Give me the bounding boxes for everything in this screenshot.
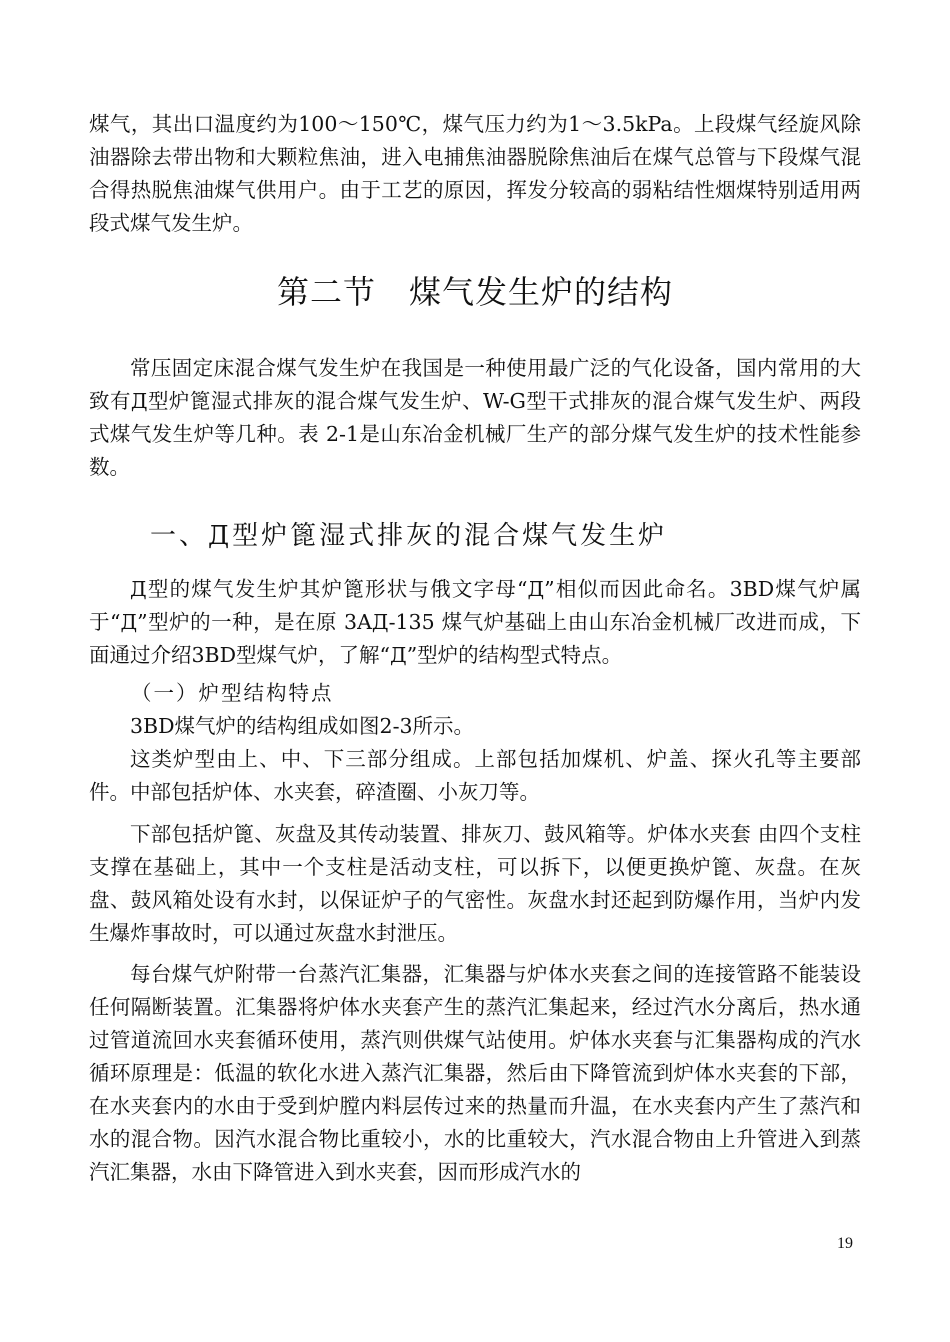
paragraph-intro: 常压固定床混合煤气发生炉在我国是一种使用最广泛的气化设备，国内常用的大致有Д型炉篦湿式排灰的混合煤气发生炉、W-G型干式排灰的混合煤气发生炉、两段式煤气发生炉等几种。表 2-1是山东冶金机械厂生产的部分煤气发生炉的技术性能参数。 [89,356,861,479]
paragraph-figure-ref: 3BD煤气炉的结构组成如图2-3所示。 [130,714,475,738]
sub-heading: （一）炉型结构特点 [131,681,334,705]
section-title: 第二节 煤气发生炉的结构 [276,273,673,311]
paragraph-steam-collector: 每台煤气炉附带一台蒸汽汇集器，汇集器与炉体水夹套之间的连接管路不能装设任何隔断装置。汇集器将炉体水夹套产生的蒸汽汇集起来，经过汽水分离后，热水通过管道流回水夹套循环使用，蒸汽则供煤气站使用。炉体水夹套与汇集器构成的汽水循环原理是：低温的软化水进入蒸汽汇集器，然后由下降管流到炉体水夹套的下部，在水夹套内的水由于受到炉膛内料层传过来的热量而升温，在水夹套内产生了蒸汽和水的混合物。因汽水混合物比重较小，水的比重较大，汽水混合物由上升管进入到蒸汽汇集器，水由下降管进入到水夹套，因而形成汽水的 [89,962,861,1184]
paragraph-lower-part: 下部包括炉篦、灰盘及其传动装置、排灰刀、鼓风箱等。炉体水夹套 由四个支柱支撑在基础上，其中一个支柱是活动支柱，可以拆下，以便更换炉篦、灰盘。在灰盘、鼓风箱处设有水封，以保证炉子的气密性。灰盘水封还起到防爆作用，当炉内发生爆炸事故时，可以通过灰盘水封泄压。 [89,822,861,945]
paragraph-naming: Д型的煤气发生炉其炉篦形状与俄文字母“Д”相似而因此命名。3BD煤气炉属于“Д”型炉的一种，是在原 3AД-135 煤气炉基础上由山东冶金机械厂改进而成，下面通过介绍3BD型煤气炉，了解“Д”型炉的结构型式特点。 [89,577,861,667]
paragraph-components: 这类炉型由上、中、下三部分组成。上部包括加煤机、炉盖、探火孔等主要部件。中部包括炉体、水夹套，碎渣圈、小灰刀等。 [89,747,861,804]
subsection-title: 一、Д型炉篦湿式排灰的混合煤气发生炉 [150,521,668,551]
paragraph-continuation: 煤气，其出口温度约为100～150℃，煤气压力约为1～3.5kPa。上段煤气经旋风除油器除去带出物和大颗粒焦油，进入电捕焦油器脱除焦油后在煤气总管与下段煤气混合得热脱焦油煤气供用户。由于工艺的原因，挥发分较高的弱粘结性烟煤特别适用两段式煤气发生炉。 [89,112,861,235]
page-number: 19 [837,1235,853,1252]
